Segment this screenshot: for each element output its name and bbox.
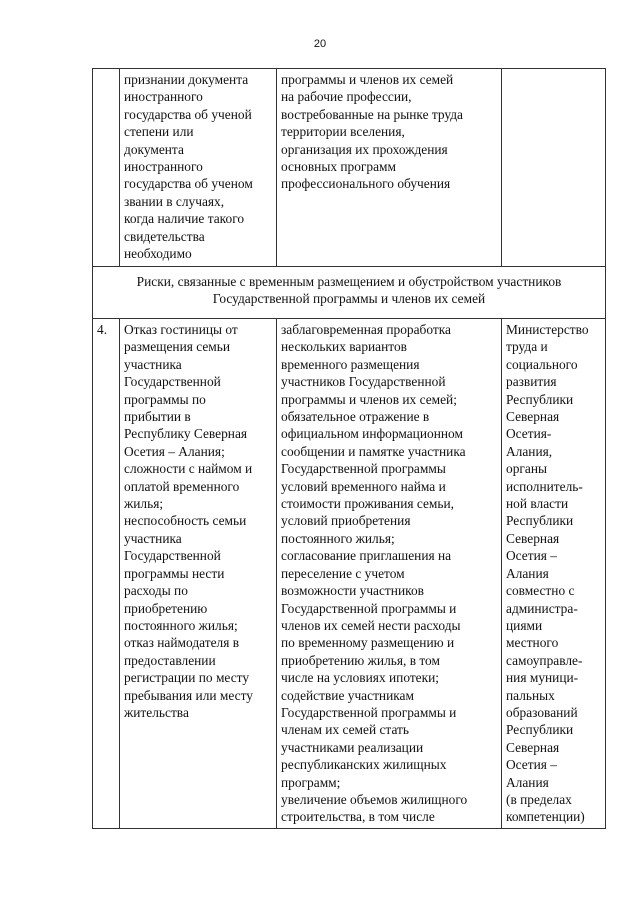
cell-text-line: образований	[506, 704, 578, 720]
cell-text-line: на рабочие профессии,	[281, 89, 412, 105]
cell-text-line: программы и членов их семей;	[281, 391, 457, 407]
cell-text-line: нескольких вариантов	[281, 339, 407, 355]
cell-text-line: Осетия – Алания;	[124, 443, 225, 459]
cell-text-line: труда и	[506, 339, 548, 355]
cell-text-line: оплатой временного	[124, 478, 240, 494]
cell-text-line: Государственной программы и	[281, 600, 457, 616]
cell-text-line: членам их семей стать	[281, 722, 409, 738]
cell-responsible	[502, 69, 606, 267]
cell-text-line: Алания	[506, 774, 549, 790]
cell-text-line: неспособность семьи	[124, 513, 247, 529]
cell-text-line: государства об ученой	[124, 106, 252, 122]
cell-text-line: иностранного	[124, 89, 203, 105]
cell-text-line: компетенции)	[506, 809, 585, 825]
cell-text-line: свидетельства	[124, 228, 205, 244]
cell-number	[93, 69, 120, 267]
cell-text-line: программ;	[281, 774, 341, 790]
cell-text-line: участниками реализации	[281, 739, 424, 755]
cell-text-line: Республику Северная	[124, 426, 248, 442]
cell-text-line: Отказ гостиницы от	[124, 322, 238, 337]
cell-text-line: органы	[506, 461, 547, 477]
cell-text-line: Северная	[506, 530, 560, 546]
cell-risk	[120, 69, 277, 267]
cell-text-line: постоянного жилья;	[281, 530, 395, 546]
cell-text-line: участника	[124, 530, 182, 546]
cell-text-line: приобретению	[124, 600, 208, 616]
cell-text-line: строительства, в том числе	[281, 809, 435, 825]
cell-text-line: пальных	[506, 687, 555, 703]
cell-text-line: стоимости проживания семьи,	[281, 496, 455, 512]
cell-text-line: Осетия-	[506, 426, 552, 442]
cell-text-line: жительства	[124, 704, 189, 720]
cell-text-line: степени или	[124, 124, 194, 140]
cell-text-line: развития	[506, 374, 557, 390]
cell-text-line: участника	[124, 356, 182, 372]
cell-text-line: обязательное отражение в	[281, 409, 430, 425]
cell-text-line: Государственной программы и	[281, 704, 457, 720]
cell-text-line: Алания	[506, 565, 549, 581]
cell-text-line: официальном информационном	[281, 426, 463, 442]
table-row-4	[93, 319, 606, 829]
cell-text-line: Осетия –	[506, 757, 557, 773]
cell-text-line: числе на условиях ипотеки;	[281, 670, 440, 686]
cell-measures	[277, 69, 502, 267]
cell-text-line: документа	[124, 141, 184, 157]
cell-text-line: республиканских жилищных	[281, 757, 447, 773]
cell-text-line: по временному размещению и	[281, 635, 455, 651]
cell-text-line: сообщении и памятке участника	[281, 443, 466, 459]
cell-text-line: самоуправле-	[506, 652, 583, 668]
cell-text-line: Государственной	[124, 548, 221, 564]
cell-text-line: членов их семей нести расходы	[281, 617, 461, 633]
cell-text-line: размещения семьи	[124, 339, 231, 355]
cell-text-line: приобретению жилья, в том	[281, 652, 440, 668]
cell-text-line: содействие участникам	[281, 687, 414, 703]
cell-text-line: согласование приглашения на	[281, 548, 452, 564]
cell-text-line: востребованные на рынке труда	[281, 106, 463, 122]
cell-text-line: сложности с наймом и	[124, 461, 253, 477]
cell-text-line: основных программ	[281, 159, 396, 175]
cell-text-line: предоставлении	[124, 652, 216, 668]
cell-text-line: программы нести	[124, 565, 225, 581]
cell-text-line: заблаговременная проработка	[281, 322, 451, 337]
cell-text-line: переселение с учетом	[281, 565, 405, 581]
cell-text-line: ния муници-	[506, 670, 579, 686]
cell-text-line: территории вселения,	[281, 124, 405, 140]
cell-text-line: программы и членов их семей	[281, 72, 454, 87]
cell-text-line: организация их прохождения	[281, 141, 448, 157]
cell-text-line: (в пределах	[506, 791, 572, 807]
cell-text-line: Риски, связанные с временным размещением и обустройством участников	[136, 274, 562, 289]
cell-text-line: совместно с	[506, 583, 575, 599]
cell-text-line: Министерство	[506, 322, 589, 337]
cell-text-line: циями	[506, 617, 543, 633]
cell-text-line: возможности участников	[281, 583, 424, 599]
cell-text-line: пребывания или месту	[124, 687, 253, 703]
cell-text-line: отказ наймодателя в	[124, 635, 240, 651]
cell-text-line: Алания,	[506, 443, 553, 459]
cell-text-line: регистрации по месту	[124, 670, 250, 686]
cell-text-line: программы по	[124, 391, 206, 407]
cell-text-line: администра-	[506, 600, 578, 616]
cell-text-line: постоянного жилья;	[124, 617, 238, 633]
cell-text-line: профессионального обучения	[281, 176, 451, 192]
cell-number: 4.	[93, 319, 120, 829]
table-section-header-row	[93, 267, 606, 319]
page-number: 20	[313, 38, 327, 50]
cell-text-line: жилья;	[124, 496, 164, 512]
cell-text-line: условий временного найма и	[281, 478, 446, 494]
cell-text-line: временного размещения	[281, 356, 420, 372]
cell-text-line: местного	[506, 635, 559, 651]
cell-text-line: условий приобретения	[281, 513, 411, 529]
cell-text-line: увеличение объемов жилищного	[281, 791, 468, 807]
cell-text-line: иностранного	[124, 159, 203, 175]
cell-text-line: Республики	[506, 391, 574, 407]
cell-text-line: Республики	[506, 722, 574, 738]
cell-text-line: социального	[506, 356, 578, 372]
cell-text-line: расходы по	[124, 583, 188, 599]
cell-text-line: прибытии в	[124, 409, 191, 425]
cell-text-line: признании документа	[124, 72, 249, 87]
cell-measures	[277, 319, 502, 829]
cell-text-line: государства об ученом	[124, 176, 253, 192]
cell-text-line: Осетия –	[506, 548, 557, 564]
cell-text-line: Государственной программы и членов их семей	[212, 291, 486, 307]
cell-text-line: исполнитель-	[506, 478, 583, 494]
cell-text-line: когда наличие такого	[124, 211, 245, 227]
cell-text-line: звании в случаях,	[124, 193, 225, 209]
cell-text-line: необходимо	[124, 246, 192, 262]
cell-text-line: Северная	[506, 739, 560, 755]
table-row-continuation	[93, 69, 606, 267]
risk-table	[92, 68, 606, 829]
cell-text-line: Республики	[506, 513, 574, 529]
cell-risk	[120, 319, 277, 829]
cell-text-line: участников Государственной	[281, 374, 446, 390]
cell-text-line: Государственной	[124, 374, 221, 390]
section-header	[93, 267, 606, 319]
cell-responsible	[502, 319, 606, 829]
cell-text-line: Северная	[506, 409, 560, 425]
cell-text-line: Государственной программы	[281, 461, 446, 477]
cell-text-line: ной власти	[506, 496, 569, 512]
